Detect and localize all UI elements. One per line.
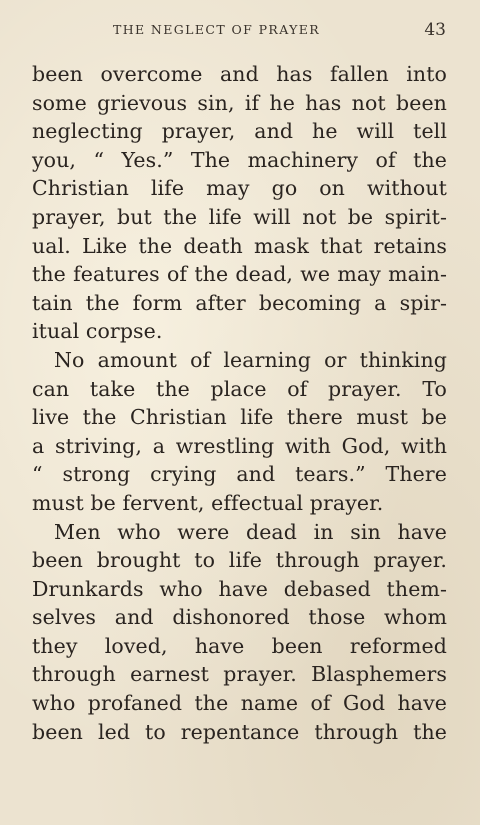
text-line: can take the place of prayer. To — [32, 376, 447, 401]
text-line: “ strong crying and tears.” There — [32, 462, 447, 487]
text-line: a striving, a wrestling with God, with — [32, 433, 447, 458]
text-line: through earnest prayer. Blasphemers — [32, 662, 447, 687]
text-line: itual corpse. — [32, 319, 163, 344]
page-number: 43 — [424, 20, 446, 40]
text-line: the features of the dead, we may main- — [32, 262, 447, 287]
text-line: live the Christian life there must be — [32, 405, 447, 430]
text-line: Men who were dead in sin have — [54, 519, 447, 544]
text-line: you, “ Yes.” The machinery of the — [32, 147, 447, 172]
text-line: been brought to life through prayer. — [32, 548, 447, 573]
page-header — [0, 18, 480, 44]
paragraph-2 — [32, 346, 447, 518]
text-line: selves and dishonored those whom — [32, 605, 447, 630]
text-line: No amount of learning or thinking — [54, 347, 447, 372]
paragraph-3 — [32, 518, 447, 747]
running-title: THE NEGLECT OF PRAYER — [113, 22, 321, 37]
body-text — [32, 60, 447, 746]
text-line: tain the form after becoming a spir- — [32, 290, 447, 315]
text-line: neglecting prayer, and he will tell — [32, 119, 447, 144]
text-line: must be fervent, effectual prayer. — [32, 490, 384, 515]
text-line: Drunkards who have debased them- — [32, 576, 447, 601]
text-line: prayer, but the life will not be spirit- — [32, 204, 447, 229]
paragraph-1 — [32, 60, 447, 346]
text-line: Christian life may go on without — [32, 176, 447, 201]
text-line: they loved, have been reformed — [32, 633, 447, 658]
text-line: ual. Like the death mask that retains — [32, 233, 447, 258]
text-line: some grievous sin, if he has not been — [32, 90, 447, 115]
text-line: been overcome and has fallen into — [32, 62, 447, 86]
text-line: who profaned the name of God have — [32, 691, 447, 716]
text-line: been led to repentance through the — [32, 719, 447, 744]
